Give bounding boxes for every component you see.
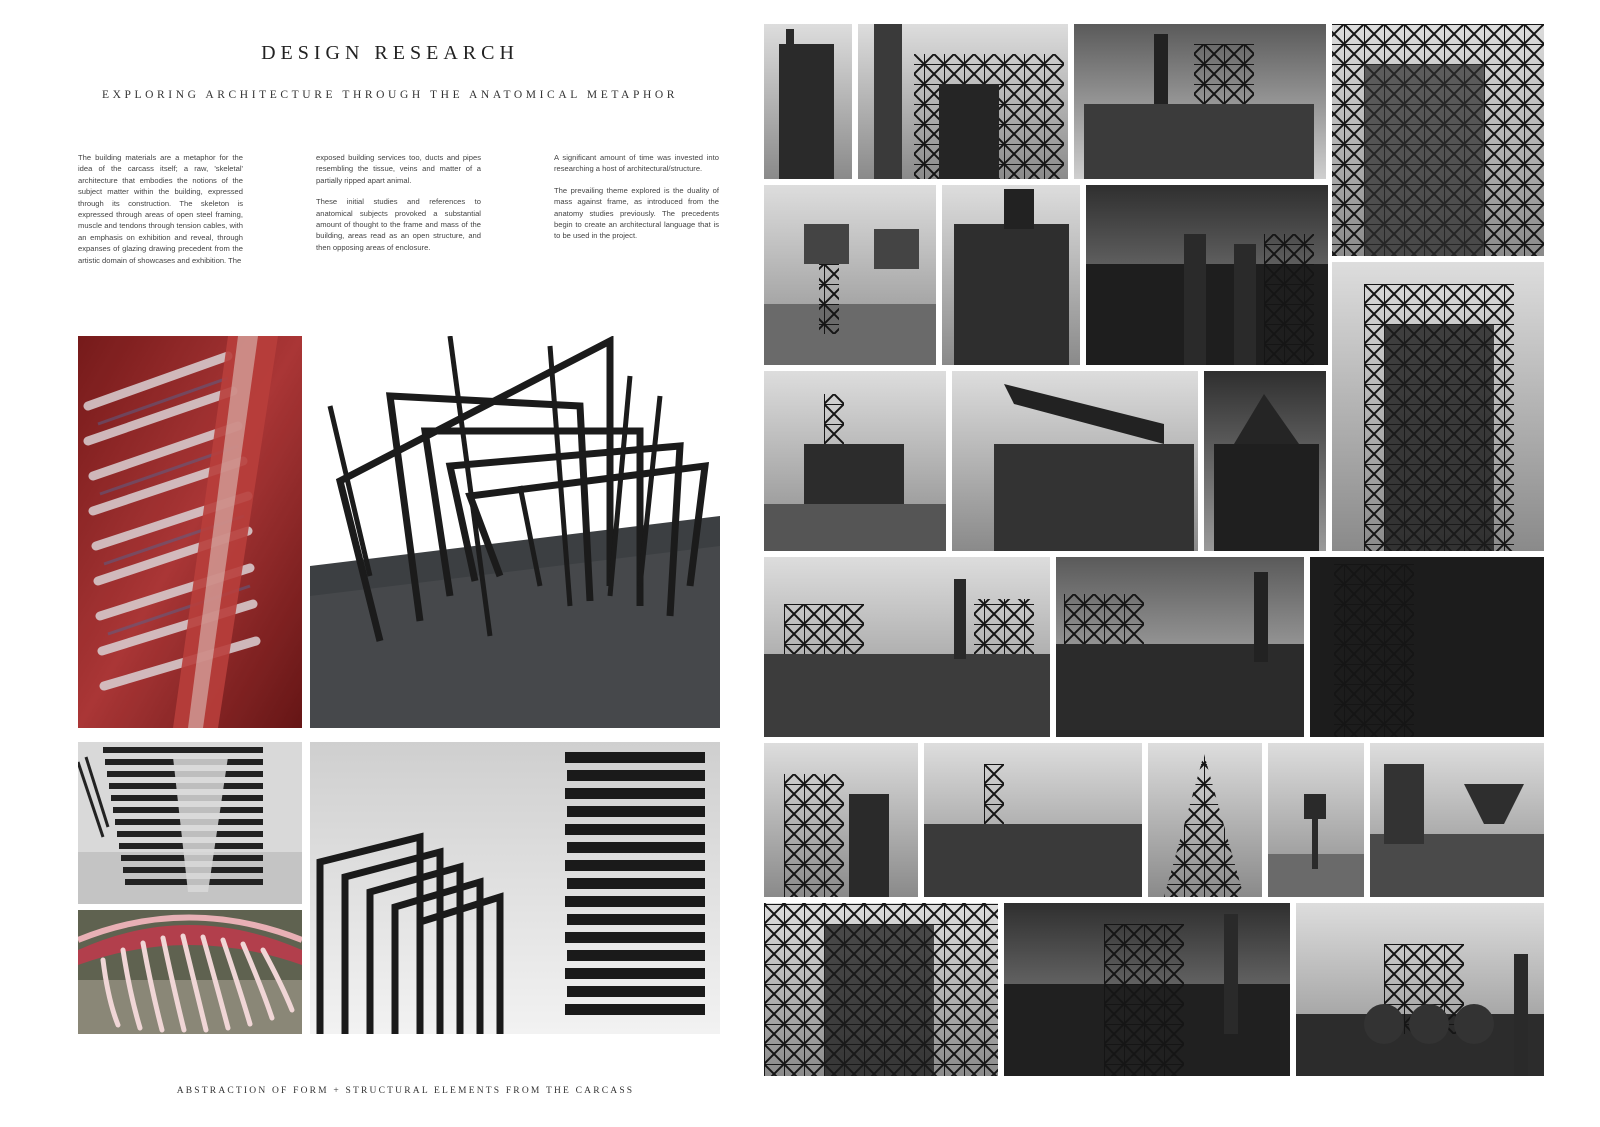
text-column-2 — [316, 152, 481, 263]
left-page — [0, 0, 780, 1127]
tower-models-photo — [310, 742, 720, 1034]
text-column-3 — [554, 152, 719, 252]
page-subtitle: EXPLORING ARCHITECTURE THROUGH THE ANATOMICAL METAPHOR — [101, 89, 679, 101]
column-1-paragraph-1: The building materials are a metaphor for the idea of the carcass itself; a raw, 'skeletal' architecture that embodies the notions of the subject matter within the building, expressed through its construction. The skeleton is expressed through areas of open steel framing, muscle and tendons through tension cables, with an emphasis on exhibition and reveal, through expanses of glazing drawing precedent from the artistic domain of showcases and exhibition. The — [78, 153, 243, 265]
column-2-paragraph-2: These initial studies and references to anatomical subjects provoked a substantial amount of thought to the frame and mass of the building, areas read as an open structure, and then opposing areas of enclosure. — [316, 197, 481, 252]
right-page — [780, 0, 1600, 1127]
caption: ABSTRACTION OF FORM + STRUCTURAL ELEMENTS FROM THE CARCASS — [176, 1086, 635, 1096]
page-title: DESIGN RESEARCH — [261, 42, 519, 64]
column-3-paragraph-2: The prevailing theme explored is the duality of mass against frame, as introduced from the anatomy studies previously. The precedents begin to create an architectural language that is to be used in the project. — [554, 185, 719, 241]
industrial-precedent-photo — [764, 24, 1544, 1076]
text-column-1 — [78, 152, 243, 276]
rib-cage-photo — [78, 910, 302, 1034]
frame-model-photo — [310, 336, 720, 728]
column-2-paragraph-1: exposed building services too, ducts and pipes resembling the tissue, veins and matter of a partially ripped apart animal. — [316, 153, 481, 185]
carcass-ribs-photo — [78, 336, 302, 728]
stacked-model-photo — [78, 742, 302, 904]
column-3-paragraph-1: A significant amount of time was invested into researching a host of architectural/structure. — [554, 153, 719, 174]
